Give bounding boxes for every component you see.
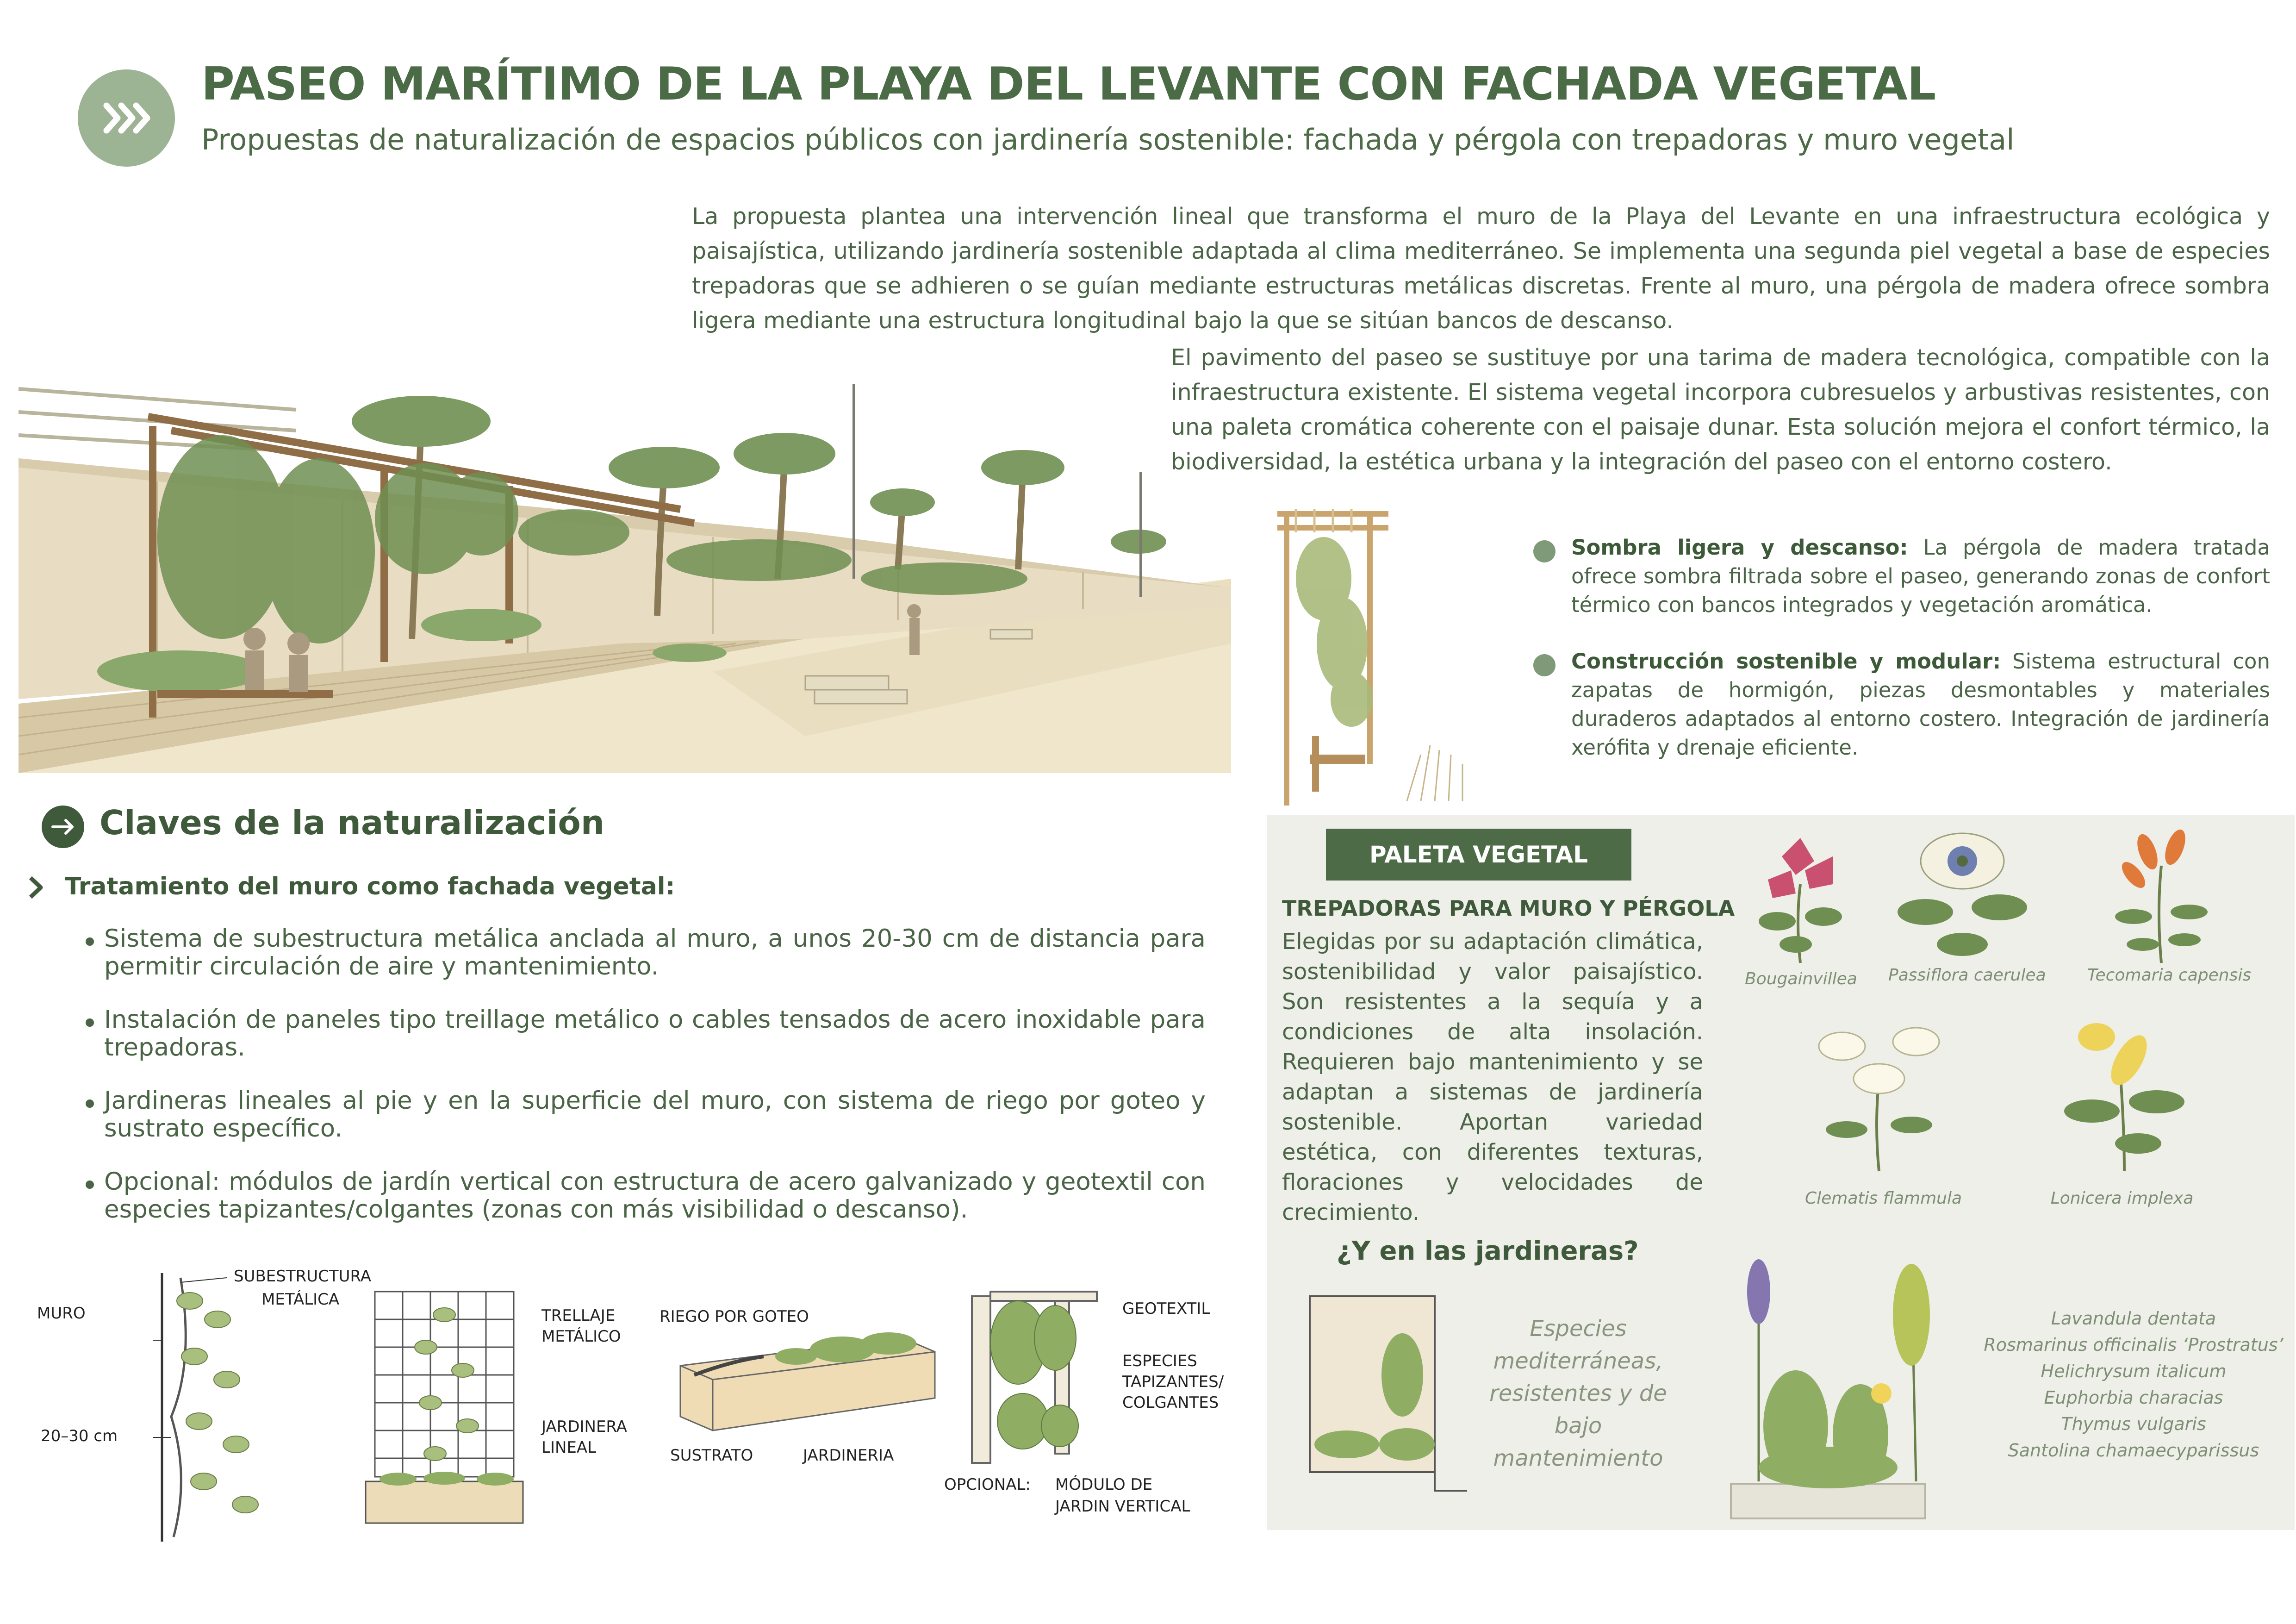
plant-label-bougainvillea: Bougainvillea (1745, 969, 1857, 988)
chevron-right-icon (27, 875, 45, 900)
species-item: Euphorbia characias (2044, 1387, 2223, 1408)
label-trellaje-1: TRELLAJE (541, 1306, 616, 1325)
feature-bullet (1533, 654, 1556, 676)
plant-label-lonicera: Lonicera implexa (2050, 1189, 2194, 1208)
jardinera-illustration (1305, 1292, 1472, 1505)
wall-substructure-diagram (153, 1268, 301, 1546)
list-bullet (86, 1099, 94, 1108)
label-modulo-2: JARDIN VERTICAL (1055, 1497, 1190, 1516)
species-item: Rosmarinus officinalis ‘Prostratus’ (1984, 1335, 2284, 1355)
intro-paragraph-2: El pavimento del paseo se sustituye por una tarima de madera tecnológica, compatible con la infraestructura existente. El sistema vegetal incorpora cubresuelos y arbustivas resistentes, con una paleta cromática coherente con el paisaje dunar. Esta solución mejora el confort térmico, la biodiversidad, la estética urbana y la integración del paseo con el entorno costero. (1171, 344, 2270, 475)
jardineras-description: Especies mediterráneas, resistentes y de bajo mantenimiento (1489, 1316, 1667, 1471)
section-subheading: Tratamiento del muro como fachada vegetal: (65, 873, 675, 900)
list-item: Instalación de paneles tipo treillage metálico o cables tensados de acero inoxidable para trepadoras. (104, 1006, 1206, 1062)
intro-paragraph-1: La propuesta plantea una intervención lineal que transforma el muro de la Playa del Levante en una infraestructura ecológica y paisajística, utilizando jardinería sostenible adaptada al clima mediterráneo. Se implementa una segunda piel vegetal a base de especies trepadoras que se adhieren o se guían mediante estructuras metálicas discretas. Frente al muro, una pérgola de madera ofrece sombra ligera mediante una estructura longitudinal bajo la que se sitúan bancos de descanso. (692, 203, 2270, 334)
label-opcional: OPCIONAL: (944, 1475, 1031, 1494)
promenade-illustration (19, 319, 1231, 773)
label-distancia: 20–30 cm (41, 1427, 118, 1445)
header-badge (78, 69, 175, 167)
label-modulo-1: MÓDULO DE (1055, 1475, 1153, 1494)
label-jardineria: JARDINERIA (803, 1446, 894, 1465)
feature-shade-title: Sombra ligera y descanso: (1571, 535, 1908, 560)
list-item: Jardineras lineales al pie y en la superficie del muro, con sistema de riego por goteo y sustrato específico. (104, 1087, 1206, 1143)
label-jardinera-2: LINEAL (541, 1438, 597, 1457)
trellis-diagram (361, 1287, 537, 1528)
label-riego: RIEGO POR GOTEO (660, 1307, 809, 1326)
bougainvillea-illustration (1740, 829, 1860, 968)
list-item: Sistema de subestructura metálica anclada al muro, a unos 20-30 cm de distancia para permitir circulación de aire y mantenimiento. (104, 924, 1206, 981)
label-subestructura-2: METÁLICA (261, 1290, 340, 1309)
passiflora-illustration (1884, 829, 2041, 968)
pergola-detail-illustration (1268, 505, 1481, 819)
list-bullet (86, 1181, 94, 1189)
species-item: Helichrysum italicum (2041, 1361, 2227, 1381)
label-especies-2: TAPIZANTES/ (1122, 1373, 1224, 1391)
section-heading: Claves de la naturalización (100, 803, 605, 842)
trepadoras-heading: TREPADORAS PARA MURO Y PÉRGOLA (1282, 896, 1735, 921)
plant-label-passiflora: Passiflora caerulea (1888, 966, 2046, 985)
list-bullet (86, 1018, 94, 1027)
section-arrow-badge (42, 806, 84, 848)
species-item: Thymus vulgaris (2061, 1414, 2206, 1434)
label-jardinera-1: JARDINERA (541, 1418, 627, 1436)
page-title: PASEO MARÍTIMO DE LA PLAYA DEL LEVANTE CON FACHADA VEGETAL (201, 58, 1936, 111)
mediterranean-planter-illustration (1722, 1250, 1935, 1523)
arrow-right-icon (42, 806, 84, 848)
label-trellaje-2: METÁLICO (541, 1327, 621, 1346)
planter-diagram (676, 1310, 940, 1440)
species-item: Santolina chamaecyparissus (2008, 1440, 2259, 1461)
list-bullet (86, 937, 94, 946)
feature-construction (1571, 647, 2270, 762)
label-subestructura-1: SUBESTRUCTURA (234, 1267, 372, 1286)
label-especies-1: ESPECIES (1122, 1352, 1197, 1370)
trepadoras-text: Elegidas por su adaptación climática, sostenibilidad y valor paisajístico. Son resistentes a la sequía y a condiciones de alta insolación. Requieren bajo mantenimiento y se adaptan a sistemas de jardinería sostenible. Aportan variedad estética, con diferentes texturas, floraciones y velocidades de crecimiento. (1282, 929, 1703, 1225)
feature-shade (1571, 533, 2270, 619)
feature-construction-text: Sistema estructural con zapatas de hormigón, piezas desmontables y materiales duraderos adaptados al entorno costero. Integración de jardinería xerófita y drenaje eficiente. (1571, 649, 2270, 760)
clematis-illustration (1800, 1009, 1958, 1176)
plant-label-clematis: Clematis flammula (1805, 1189, 1962, 1208)
label-geotextil: GEOTEXTIL (1122, 1299, 1210, 1318)
label-muro: MURO (37, 1304, 86, 1323)
tecomaria-illustration (2083, 829, 2240, 968)
palette-tag: PALETA VEGETAL (1326, 829, 1631, 881)
lonicera-illustration (2046, 1009, 2203, 1176)
plant-label-tecomaria: Tecomaria capensis (2087, 966, 2252, 985)
species-list (1944, 1305, 2296, 1464)
feature-bullet (1533, 540, 1556, 562)
jardineras-heading: ¿Y en las jardineras? (1337, 1236, 1639, 1266)
vertical-garden-diagram (963, 1287, 1115, 1472)
chevrons-right-icon (78, 69, 175, 167)
label-especies-3: COLGANTES (1122, 1393, 1219, 1412)
species-item: Lavandula dentata (2051, 1308, 2216, 1329)
list-item: Opcional: módulos de jardín vertical con estructura de acero galvanizado y geotextil con especies tapizantes/colgantes (zonas con más visibilidad o descanso). (104, 1168, 1206, 1224)
label-sustrato: SUSTRATO (670, 1446, 753, 1465)
feature-construction-title: Construcción sostenible y modular: (1571, 649, 2001, 674)
page-subtitle: Propuestas de naturalización de espacios públicos con jardinería sostenible: fachada y pérgola con trepadoras y muro vegetal (201, 123, 2015, 156)
feature-shade-text: La pérgola de madera tratada ofrece sombra filtrada sobre el paseo, generando zonas de confort térmico con bancos integrados y vegetación aromática. (1571, 535, 2270, 617)
